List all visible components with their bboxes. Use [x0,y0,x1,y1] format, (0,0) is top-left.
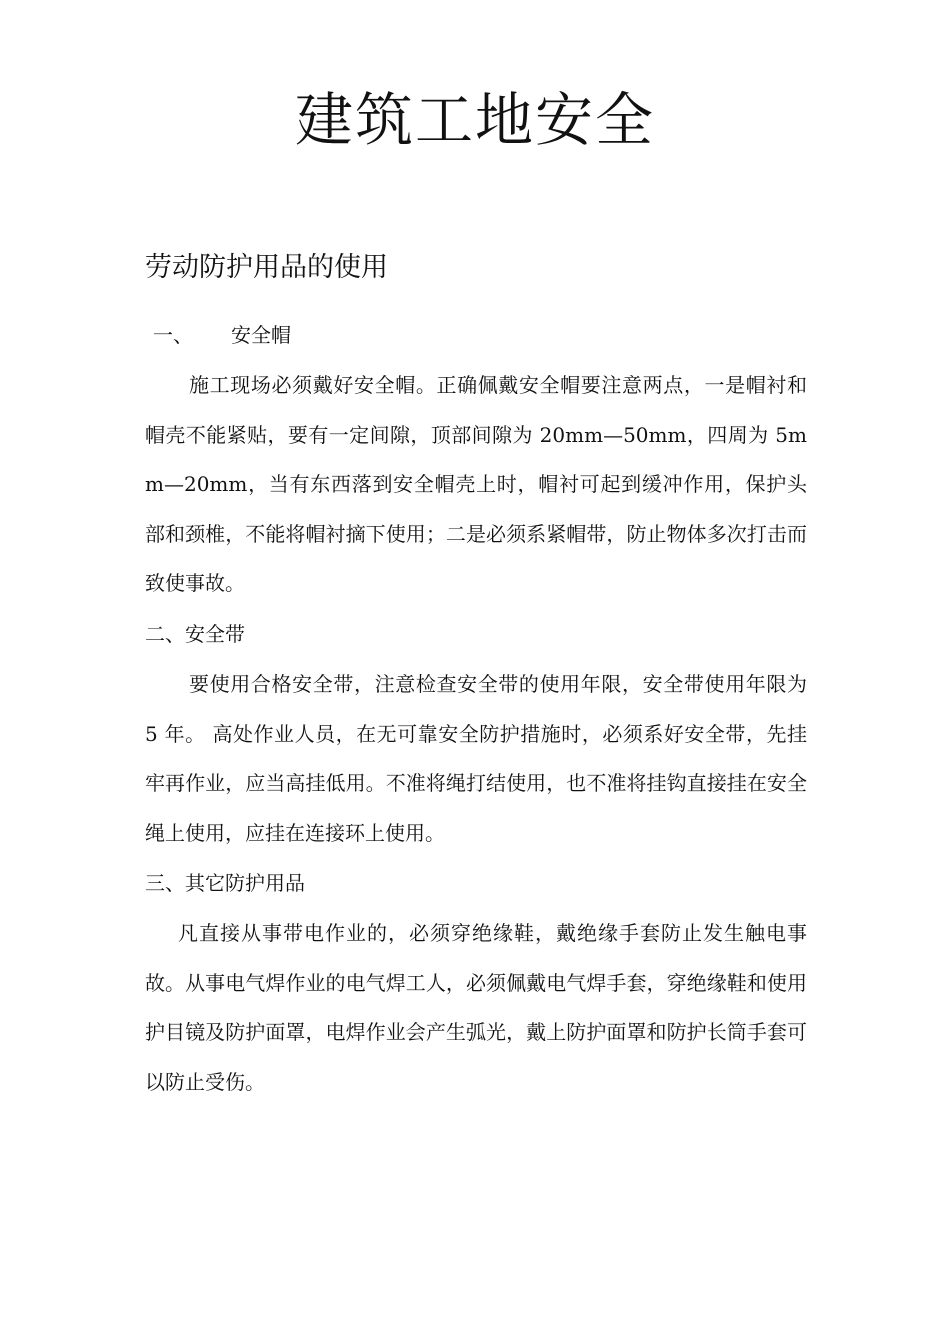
section-heading-text: 安全帽 [231,323,291,347]
section-number: 二、 [145,622,185,646]
section-body-other-equipment: 凡直接从事带电作业的，必须穿绝缘鞋，戴绝缘手套防止发生触电事故。从事电气焊作业的电气焊工人，必须佩戴电气焊手套，穿绝缘鞋和使用护目镜及防护面罩，电焊作业会产生弧光，戴上防护面罩和防护长筒手套可以防止受伤。 [145,921,807,1094]
section-body-safety-belt: 要使用合格安全带，注意检查安全带的使用年限，安全带使用年限为 5 年。 高处作业人员，在无可靠安全防护措施时，必须系好安全带，先挂牢再作业，应当高挂低用。不准将绳打结使用，也不准将挂钩直接挂在安全绳上使用，应挂在连接环上使用。 [145,672,807,845]
section-number: 一、 [153,323,193,347]
document-subtitle: 劳动防护用品的使用 [145,252,388,283]
section-heading-text: 安全带 [185,622,245,646]
section-number: 三、 [145,871,185,895]
section-heading-helmet [153,320,291,350]
document-title: 建筑工地安全 [294,86,655,154]
section-heading-text: 其它防护用品 [185,871,305,895]
section-body-helmet: 施工现场必须戴好安全帽。正确佩戴安全帽要注意两点，一是帽衬和帽壳不能紧贴，要有一定间隙，顶部间隙为 20mm—50mm，四周为 5mm—20mm，当有东西落到安全帽壳上时，帽衬可起到缓冲作用，保护头部和颈椎，不能将帽衬摘下使用；二是必须系紧帽带，防止物体多次打击而致使事故。 [145,373,807,595]
section-heading-safety-belt [145,619,245,649]
section-heading-other-equipment [145,868,305,898]
